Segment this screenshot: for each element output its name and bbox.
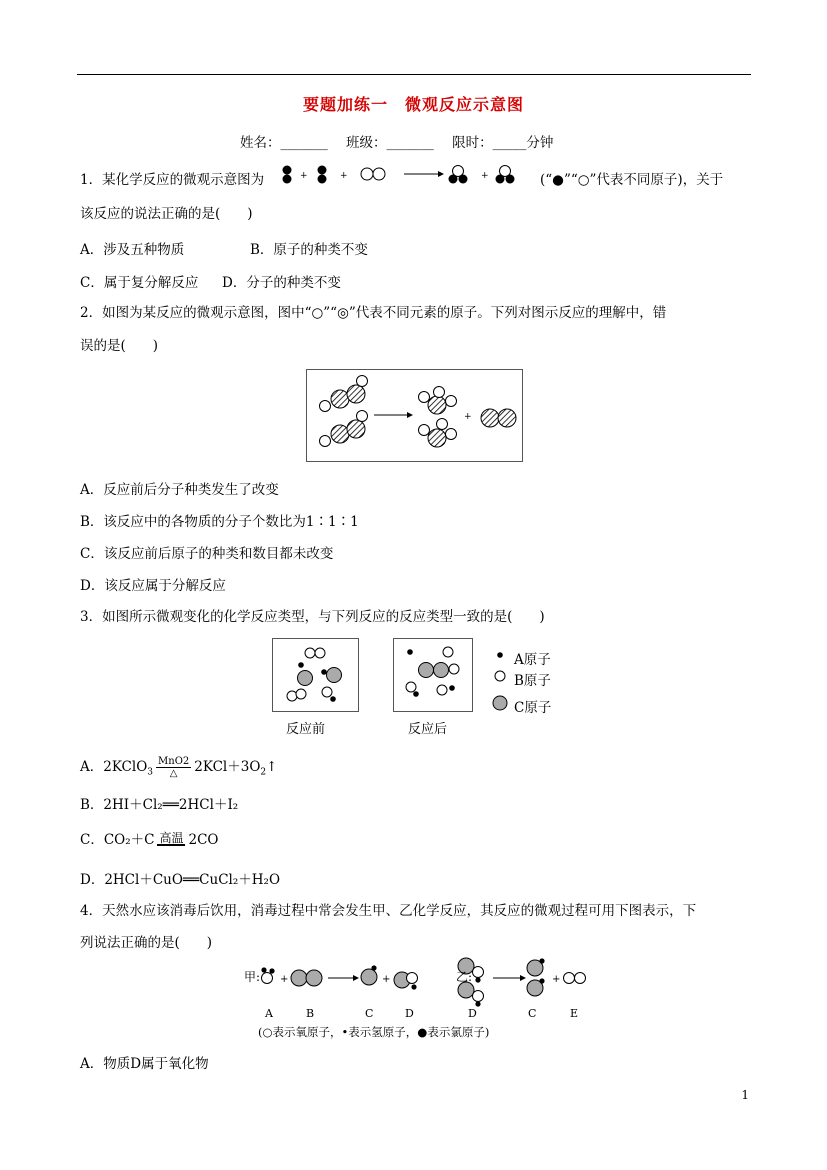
q1-stem-part2: (“●”“○”代表不同原子)，关于 — [540, 172, 724, 188]
q4-yi-label: 乙: — [456, 970, 473, 984]
q3-label-after: 反应后 — [408, 722, 448, 737]
q4-label-b: B — [306, 1007, 315, 1020]
svg-text:+: + — [280, 974, 289, 985]
q3-stem: 3．如图所示微观变化的化学反应类型，与下列反应的反应类型一致的是( ) — [80, 609, 545, 625]
legend-a: A原子 — [514, 652, 551, 668]
q4-label-e: E — [570, 1007, 579, 1020]
q4-reaction-diagram — [258, 958, 598, 998]
q1-option-b[interactable]: B．原子的种类不变 — [250, 242, 368, 258]
header-rule — [77, 74, 751, 75]
svg-text:+: + — [382, 974, 391, 985]
q3-box-after — [393, 638, 473, 712]
svg-text:+: + — [300, 171, 308, 181]
q2-option-c[interactable]: C．该反应前后原子的种类和数目都未改变 — [80, 546, 334, 562]
q1-option-c[interactable]: C．属于复分解反应 — [80, 275, 199, 291]
q1-reaction-diagram — [278, 162, 538, 188]
q4-label-a: A — [265, 1007, 273, 1020]
q4-option-a[interactable]: A．物质D属于氧化物 — [80, 1056, 209, 1072]
q4-jia-label: 甲: — [244, 970, 261, 984]
q1-stem-part1: 1．某化学反应的微观示意图为 — [80, 172, 265, 188]
page-number: 1 — [741, 1088, 749, 1102]
q3-option-d[interactable]: D．2HCl＋CuO══CuCl₂＋H₂O — [80, 872, 281, 888]
q1-stem-part3: 该反应的说法正确的是( ) — [80, 206, 253, 222]
student-info — [240, 131, 567, 151]
q1-option-d[interactable]: D．分子的种类不变 — [222, 275, 341, 291]
q2-option-d[interactable]: D．该反应属于分解反应 — [80, 578, 226, 594]
q4-label-c: C — [365, 1007, 374, 1020]
q3-box-before — [272, 638, 359, 712]
q2-stem-line2: 误的是( ) — [80, 338, 159, 354]
q4-label-d2: D — [468, 1007, 477, 1020]
q3-option-c[interactable]: C．CO₂＋C 高温 2CO — [80, 831, 219, 848]
q2-option-b[interactable]: B．该反应中的各物质的分子个数比为1∶1∶1 — [80, 514, 359, 530]
q4-label-c2: C — [528, 1007, 537, 1020]
svg-text:+: + — [340, 171, 348, 181]
q4-label-d: D — [405, 1007, 414, 1020]
q3-label-before: 反应前 — [286, 722, 326, 737]
svg-text:+: + — [464, 412, 472, 422]
page-title: 要题加练一 微观反应示意图 — [302, 95, 524, 114]
q3-option-a[interactable]: A．2KClO$_3$ $\frac{\text{MnO2}}{\triangle}$ $2KCl+3O_2↑$ — [80, 756, 278, 779]
legend-c: C原子 — [514, 700, 552, 716]
legend-icons — [494, 649, 508, 719]
q3-option-b[interactable]: B．2HI＋Cl₂══2HCl＋I₂ — [80, 797, 239, 813]
time-field: 限时：_____分钟 — [452, 135, 554, 151]
svg-text:+: + — [481, 171, 489, 181]
q2-option-a[interactable]: A．反应前后分子种类发生了改变 — [80, 482, 279, 498]
q2-stem-line1: 2．如图为某反应的微观示意图，图中“○”“◎”代表不同元素的原子。下列对图示反应的理解中，错 — [80, 305, 667, 321]
class-field: 班级：_______ — [346, 135, 434, 151]
legend-b: B原子 — [514, 673, 551, 689]
q1-option-a[interactable]: A．涉及五种物质 — [80, 242, 185, 258]
q2-figure — [306, 369, 523, 462]
q4-stem-line1: 4．天然水应该消毒后饮用，消毒过程中常会发生甲、乙化学反应，其反应的微观过程可用下图表示，下 — [80, 903, 697, 919]
q4-stem-line2: 列说法正确的是( ) — [80, 935, 213, 951]
svg-text:+: + — [552, 974, 561, 985]
q4-legend: (○表示氧原子，•表示氢原子，●表示氯原子) — [258, 1025, 490, 1039]
name-field: 姓名：_______ — [240, 135, 328, 151]
